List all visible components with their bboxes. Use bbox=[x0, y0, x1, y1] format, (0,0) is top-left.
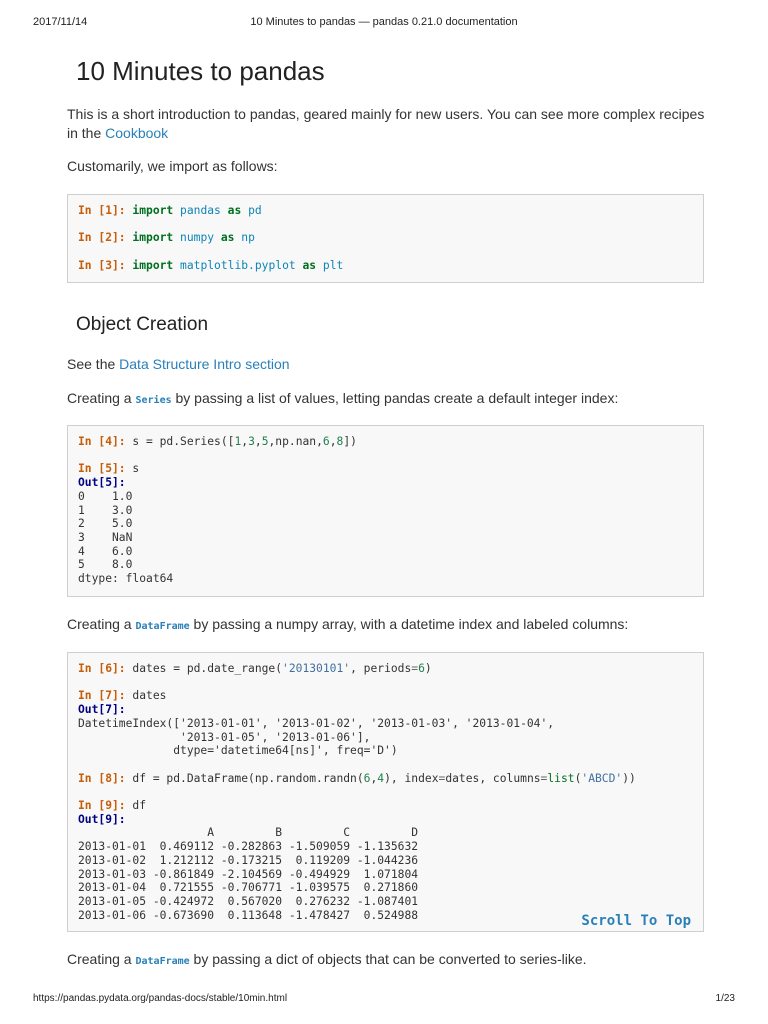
series-output: 0 1.0 1 3.0 2 5.0 3 NaN 4 6.0 5 8.0 dtype: float64 bbox=[78, 489, 174, 586]
dates-output: DatetimeIndex(['2013-01-01', '2013-01-02', '2013-01-03', '2013-01-04', '2013-01-05', '2013-01-06'], dtype='datetime64[ns]', freq='D') bbox=[78, 716, 555, 758]
code-line-in4: In [4]: s = pd.Series([1,3,5,np.nan,6,8]) bbox=[78, 435, 357, 448]
print-page-number: 1/23 bbox=[715, 993, 735, 1004]
code-line-in8: In [8]: df = pd.DataFrame(np.random.randn(6,4), index=dates, columns=list('ABCD')) bbox=[78, 771, 636, 785]
imports-code-block bbox=[67, 194, 704, 283]
dataframe-dict-paragraph: Creating a DataFrame by passing a dict of objects that can be converted to series-like. bbox=[67, 951, 587, 967]
print-title: 10 Minutes to pandas — pandas 0.21.0 documentation bbox=[250, 16, 518, 28]
code-line-in2: In [2]: import numpy as np bbox=[78, 231, 255, 245]
series-code-block bbox=[67, 425, 704, 597]
dataframe-paragraph: Creating a DataFrame by passing a numpy array, with a datetime index and labeled columns: bbox=[67, 616, 629, 632]
code-line-in5: In [5]: s bbox=[78, 462, 140, 476]
code-line-in7: In [7]: dates bbox=[78, 689, 167, 703]
code-line-in3: In [3]: import matplotlib.pyplot as plt bbox=[78, 258, 344, 272]
print-url: https://pandas.pydata.org/pandas-docs/stable/10min.html bbox=[33, 993, 288, 1004]
see-the-paragraph: See the Data Structure Intro section bbox=[67, 356, 290, 372]
print-footer bbox=[33, 993, 735, 1007]
dataframe-code-link[interactable]: DataFrame bbox=[135, 621, 190, 632]
cookbook-link[interactable]: Cookbook bbox=[105, 125, 169, 141]
intro-text: This is a short introduction to pandas, geared mainly for new users. You can see more complex recipes in the bbox=[67, 106, 705, 141]
dataframe-output: A B C D 2013-01-01 0.469112 -0.282863 -1.509059 -1.135632 2013-01-02 1.212112 -0.173215 0.119209 -1.044236 2013-01-03 -0.861849 -2.104569 -0.494929 1.071804 2013-01-04 0.721555 -0.706771 -1.039575 0.271860 2013-01-05 -0.424972 0.567020 0.276232 -1.087401 2013-01-06 -0.673690 0.113648 -1.478427 0.524988 bbox=[78, 826, 419, 922]
series-code-link[interactable]: Series bbox=[135, 395, 172, 406]
print-date: 2017/11/14 bbox=[33, 16, 88, 28]
code-line-out7: Out[7]: bbox=[78, 703, 126, 717]
scroll-to-top-button[interactable]: Scroll To Top bbox=[581, 913, 691, 929]
page-title: 10 Minutes to pandas bbox=[76, 56, 325, 86]
dataframe-code-block bbox=[67, 652, 704, 932]
dataframe-code-link-2[interactable]: DataFrame bbox=[135, 956, 190, 967]
customarily-paragraph: Customarily, we import as follows: bbox=[67, 158, 278, 174]
section-title-object-creation: Object Creation bbox=[76, 314, 209, 335]
code-line-in6: In [6]: dates = pd.date_range('20130101', periods=6) bbox=[78, 662, 432, 675]
code-line-in9: In [9]: df bbox=[78, 798, 147, 812]
code-line-in1: In [1]: import pandas as pd bbox=[78, 204, 262, 217]
data-structure-intro-link[interactable]: Data Structure Intro section bbox=[119, 356, 290, 372]
code-line-out5: Out[5]: bbox=[78, 476, 126, 490]
series-paragraph: Creating a Series by passing a list of values, letting pandas create a default integer index: bbox=[67, 390, 619, 406]
code-line-out9: Out[9]: bbox=[78, 812, 126, 826]
intro-paragraph bbox=[67, 105, 707, 143]
